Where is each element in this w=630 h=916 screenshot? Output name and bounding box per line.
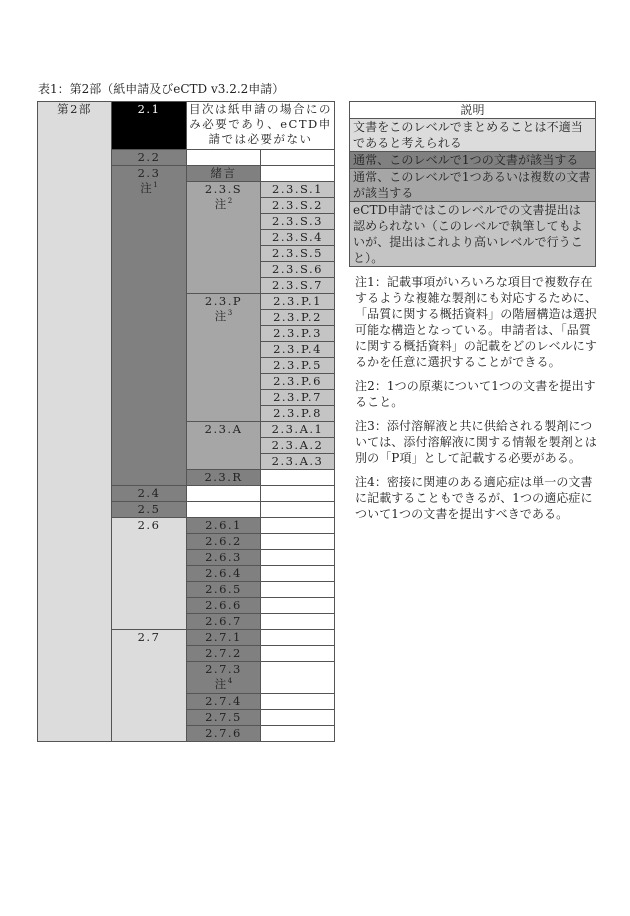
section-cell <box>187 422 261 470</box>
table-row <box>38 102 335 150</box>
section-cell <box>261 182 335 198</box>
legend-item-one-document: 通常、このレベルで1つの文書が該当する <box>349 152 596 169</box>
empty-cell <box>261 582 335 598</box>
section-label: 2.3.P.7 <box>273 390 322 404</box>
section-cell <box>187 534 261 550</box>
section-label: 2.3.A <box>204 422 243 436</box>
section-label: 2.3.S.4 <box>272 230 323 244</box>
note-ref: 注 <box>214 677 228 691</box>
section-label: 2.7.2 <box>205 646 242 660</box>
section-label: 緒言 <box>210 166 237 180</box>
section-label: 2.3.S.7 <box>272 278 323 292</box>
legend-header: 説明 <box>349 101 596 119</box>
section-label: 2.3.S.5 <box>272 246 323 260</box>
note-3: 注3：添付溶解液と共に供給される製剤については、添付溶解液に関する情報を製剤とは別の「P項」として記載する必要がある。 <box>355 419 598 465</box>
empty-cell <box>187 150 261 166</box>
section-cell <box>187 630 261 646</box>
section-label: 2.6.3 <box>205 550 242 564</box>
note-4: 注4：密接に関連のある適応症は単一の文書に記載することもできるが、1つの適応症について1つの文書を提出すべきである。 <box>355 475 593 521</box>
note-ref: 注 <box>214 197 228 211</box>
section-cell <box>261 406 335 422</box>
section-cell <box>187 470 261 486</box>
note-number: 2 <box>227 197 233 206</box>
section-label: 2.4 <box>137 486 161 500</box>
note-1: 注1：記載事項がいろいろな項目で複数存在するような複雑な製剤にも対応するために、「品質に関する概括資料」の階層構造は選択可能な構造となっている。申請者は、「品質に関する概括資料」の記載をどのレベルにするかを任意に選択することができる。 <box>355 275 598 369</box>
section-cell <box>261 278 335 294</box>
section-cell <box>261 342 335 358</box>
section-cell <box>261 246 335 262</box>
section-cell <box>187 566 261 582</box>
note-2: 注2：1つの原薬について1つの文書を提出すること。 <box>355 379 596 409</box>
section-label: 2.2 <box>137 150 161 164</box>
section-cell <box>112 518 187 630</box>
section-cell <box>112 150 187 166</box>
section-label: 2.3.P.1 <box>273 294 322 308</box>
section-label: 2.1 <box>137 102 161 116</box>
section-label: 2.7 <box>137 630 161 644</box>
section-cell <box>261 438 335 454</box>
section-label: 2.3.P.8 <box>273 406 322 420</box>
section-label: 2.3.A.3 <box>271 454 324 468</box>
section-label: 2.6.5 <box>205 582 242 596</box>
section-cell <box>261 198 335 214</box>
section-cell <box>112 102 187 150</box>
empty-cell <box>261 726 335 742</box>
section-cell <box>261 310 335 326</box>
section-label: 2.6.4 <box>205 566 242 580</box>
section-label: 目次は紙申請の場合にのみ必要であり、eCTD申請では必要がない <box>189 102 332 146</box>
section-label: 2.3.P.2 <box>273 310 322 324</box>
empty-cell <box>187 486 261 502</box>
section-label: 2.3.A.2 <box>271 438 324 452</box>
section-label: 2.3.S.3 <box>272 214 323 228</box>
section-cell <box>261 262 335 278</box>
section-label: 2.3.S.1 <box>272 182 323 196</box>
empty-cell <box>187 502 261 518</box>
section-cell <box>112 166 187 486</box>
section-cell <box>187 518 261 534</box>
section-label: 2.3.P.5 <box>273 358 322 372</box>
section-cell <box>261 326 335 342</box>
empty-cell <box>261 710 335 726</box>
note-number: 4 <box>227 677 233 686</box>
section-label: 2.3.R <box>204 470 243 484</box>
section-label: 2.7.5 <box>205 710 242 724</box>
section-cell <box>38 102 112 742</box>
legend-item-not-allowed-ectd: eCTD申請ではこのレベルでの文書提出は認められない（このレベルで執筆してもよいが、提出はこれより高いレベルで行うこと）。 <box>349 202 596 267</box>
empty-cell <box>261 694 335 710</box>
empty-cell <box>261 598 335 614</box>
section-label: 2.3.S.2 <box>272 198 323 212</box>
section-cell <box>261 454 335 470</box>
section-cell <box>187 102 335 150</box>
section-label: 2.3.P.6 <box>273 374 322 388</box>
section-label: 2.6.1 <box>205 518 242 532</box>
empty-cell <box>261 550 335 566</box>
section-cell <box>261 294 335 310</box>
section-cell <box>261 230 335 246</box>
section-cell <box>261 422 335 438</box>
empty-cell <box>261 646 335 662</box>
section-cell <box>187 550 261 566</box>
empty-cell <box>261 566 335 582</box>
empty-cell <box>261 630 335 646</box>
section-label: 2.7.4 <box>205 694 242 708</box>
legend-item-one-or-more: 通常、このレベルで1つあるいは複数の文書が該当する <box>349 169 596 202</box>
section-cell <box>187 582 261 598</box>
section-cell <box>187 694 261 710</box>
section-cell <box>187 182 261 294</box>
section-label: 2.7.3 <box>205 662 242 676</box>
footnotes <box>355 274 599 522</box>
section-cell <box>187 598 261 614</box>
table-caption: 表1：第2部（紙申請及びeCTD v3.2.2申請） <box>38 82 285 96</box>
ctd-module2-table <box>37 101 335 742</box>
legend <box>349 101 596 267</box>
section-cell <box>187 614 261 630</box>
section-label: 2.3.P.4 <box>273 342 322 356</box>
note-ref: 注 <box>214 309 228 323</box>
section-cell <box>261 214 335 230</box>
section-label: 2.6.6 <box>205 598 242 612</box>
section-cell <box>261 374 335 390</box>
section-cell <box>261 358 335 374</box>
section-cell <box>112 630 187 742</box>
section-label: 2.3.P <box>204 294 243 308</box>
section-cell <box>261 390 335 406</box>
section-cell <box>112 486 187 502</box>
section-label: 第2部 <box>57 102 92 116</box>
section-label: 2.6 <box>137 518 161 532</box>
empty-cell <box>261 534 335 550</box>
section-label: 2.3.P.3 <box>273 326 322 340</box>
section-label: 2.7.6 <box>205 726 242 740</box>
section-cell <box>187 710 261 726</box>
empty-cell <box>261 470 335 486</box>
empty-cell <box>261 518 335 534</box>
section-label: 2.6.7 <box>205 614 242 628</box>
right-column <box>349 101 599 530</box>
section-cell <box>112 502 187 518</box>
section-cell <box>187 294 261 422</box>
section-label: 2.3.S.6 <box>272 262 323 276</box>
section-cell <box>187 662 261 694</box>
empty-cell <box>261 166 335 182</box>
empty-cell <box>261 614 335 630</box>
empty-cell <box>261 150 335 166</box>
section-label: 2.6.2 <box>205 534 242 548</box>
section-label: 2.7.1 <box>205 630 242 644</box>
empty-cell <box>261 502 335 518</box>
section-label: 2.3 <box>137 166 161 180</box>
note-number: 1 <box>153 181 158 190</box>
section-label: 2.5 <box>137 502 161 516</box>
note-ref: 注 <box>140 181 154 195</box>
section-cell <box>187 646 261 662</box>
empty-cell <box>261 486 335 502</box>
legend-item-not-appropriate: 文書をこのレベルでまとめることは不適当であると考えられる <box>349 119 596 152</box>
section-label: 2.3.A.1 <box>271 422 324 436</box>
note-number: 3 <box>227 309 233 318</box>
empty-cell <box>261 662 335 694</box>
section-label: 2.3.S <box>204 182 243 196</box>
section-cell <box>187 166 261 182</box>
section-cell <box>187 726 261 742</box>
